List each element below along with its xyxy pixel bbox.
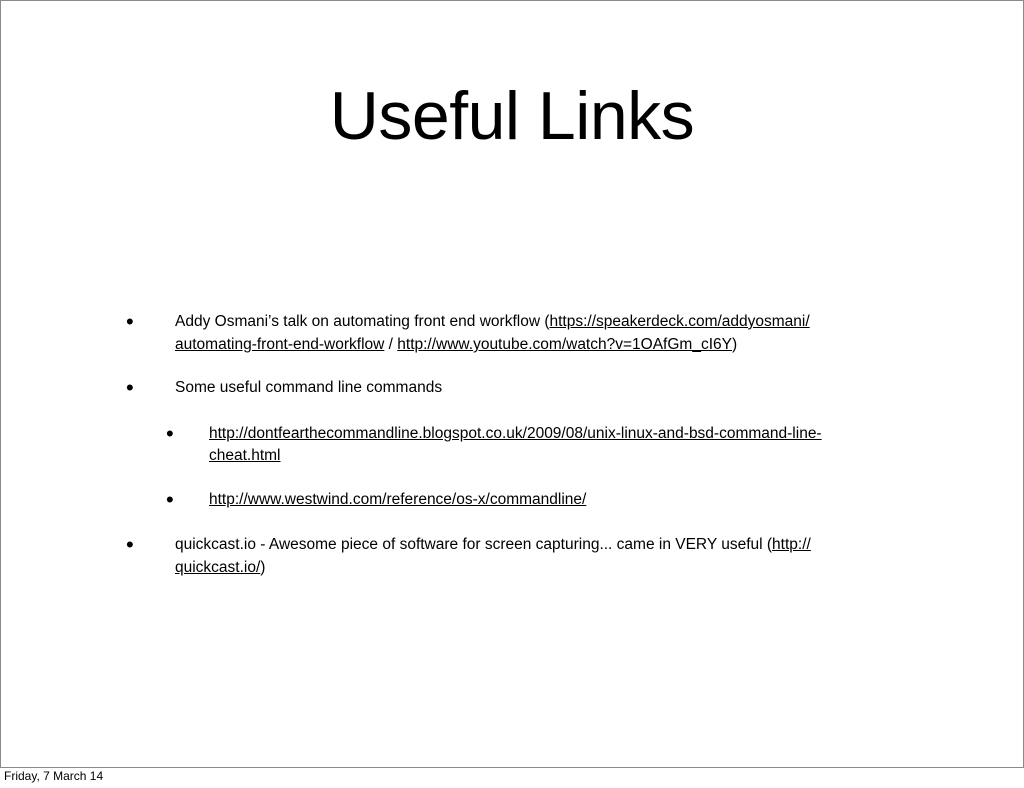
bullet-marker: • [126, 532, 134, 557]
item-text: Addy Osmani’s talk on automating front end workflow ( [175, 313, 550, 330]
list-item-line [209, 489, 586, 511]
speakerdeck-link[interactable]: https://speakerdeck.com/addyosmani/ [549, 313, 810, 330]
item-text: quickcast.io - Awesome piece of software for screen capturing... came in VERY useful ( [175, 536, 773, 553]
quickcast-link-continued[interactable]: quickcast.io/ [175, 559, 261, 576]
item-text: Some useful command line commands [175, 379, 443, 396]
item-text: ) [731, 336, 738, 353]
sub-bullet-marker: • [166, 421, 174, 446]
youtube-link[interactable]: http://www.youtube.com/watch?v=1OAfGm_cI6Y [397, 336, 732, 353]
slide-title: Useful Links [329, 78, 695, 154]
quickcast-link[interactable]: http:// [772, 536, 811, 553]
list-item-line [209, 423, 822, 445]
list-item-line [175, 334, 737, 356]
sub-bullet-marker: • [166, 487, 174, 512]
speakerdeck-link-continued[interactable]: automating-front-end-workflow [175, 336, 385, 353]
list-item-line [175, 557, 265, 579]
item-text: ) [260, 559, 266, 576]
dontfearthecommandline-link-continued[interactable]: cheat.html [209, 447, 281, 464]
bullet-marker: • [126, 375, 134, 400]
item-separator: / [384, 336, 398, 353]
list-item-line [209, 445, 281, 467]
list-item-line [175, 534, 811, 556]
dontfearthecommandline-link[interactable]: http://dontfearthecommandline.blogspot.co.uk/2009/08/unix-linux-and-bsd-command-line- [209, 425, 822, 442]
list-item-line [175, 311, 810, 333]
bullet-marker: • [126, 309, 134, 334]
footer-date: Friday, 7 March 14 [4, 769, 104, 783]
list-item-line [175, 377, 442, 399]
westwind-link[interactable]: http://www.westwind.com/reference/os-x/commandline/ [209, 491, 587, 508]
